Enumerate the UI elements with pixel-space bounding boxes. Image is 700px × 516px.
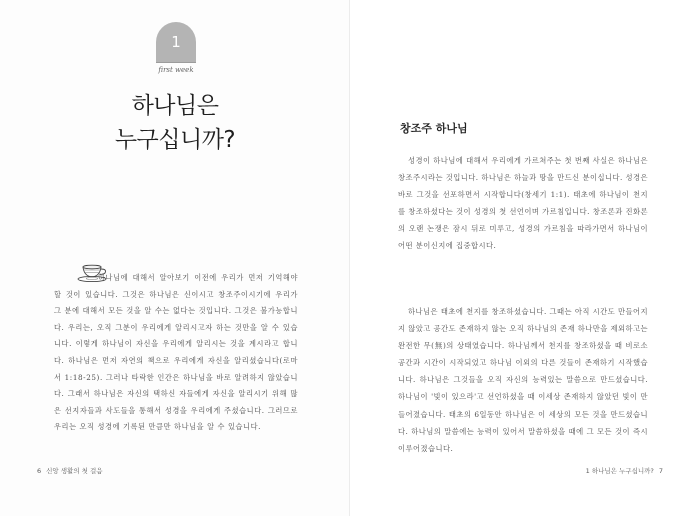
week-number: 1 — [171, 33, 181, 51]
chapter-running-title: 하나님은 누구십니까? — [591, 467, 654, 475]
paragraph: 하나님은 태초에 천지를 창조하셨습니다. 그때는 아직 시간도 만들어지지 않았고 공간도 존재하지 않는 오직 하나님의 존재 하나만을 제외하고는 완전한 무(無)의 상태였습니다. 하나님께서 천지를 창조하셨을 때 비로소 공간과 시간이 시작되었고 하나님 이외의 다른 것들이 존재하기 시작했습니다. 하나님은 그것들을 오직 자신의 능력있는 말씀으로 만드셨습니다. 하나님이 '빛이 있으라'고 선언하셨을 때 이세상 존재하지 않았던 빛이 만들어졌습니다. 태초의 6일동안 하나님은 이 세상의 모든 것을 만드셨습니다. 하나님의 말씀에는 능력이 있어서 말씀하셨을 때에 그 모든 것이 즉시 이루어졌습니다. — [398, 307, 648, 453]
chapter-title-line-1: 하나님은 — [131, 93, 219, 119]
paragraph: 성경이 하나님에 대해서 우리에게 가르쳐주는 첫 번째 사실은 하나님은 창조주시라는 것입니다. 하나님은 하늘과 땅을 만드신 분이십니다. 성경은 바로 그것을 선포하면서 시작합니다(창세기 1:1). 태초에 하나님이 천지를 창조하셨다는 것이 성경의 첫 선언이며 가르침입니다. 창조론과 진화론의 오랜 논쟁은 잠시 뒤로 미루고, 성경의 가르침을 따라가면서 하나님이 어떤 분이신지에 집중합시다. — [398, 156, 648, 251]
week-divider — [156, 62, 196, 63]
left-page-footer — [32, 466, 103, 475]
week-label: first week — [158, 66, 194, 74]
section-heading: 창조주 하나님 — [400, 122, 468, 135]
chapter-number: 1 — [585, 467, 590, 475]
left-page-number: 6 — [37, 467, 42, 475]
week-number-tab — [156, 22, 196, 62]
chapter-title — [60, 89, 290, 157]
intro-paragraph: 하나님에 대해서 알아보기 이전에 우리가 먼저 기억해야 할 것이 있습니다. 그것은 하나님은 신이시고 창조주이시기에 우리가 그 분에 대해서 모든 것을 알 수는 없다는 것입니다. 그것은 불가능합니다. 우리는, 오직 그분이 우리에게 알리시고자 하는 것만을 알 수 있습니다. 이렇게 하나님이 자신을 우리에게 알리시는 것을 계시라고 합니다. 하나님은 먼저 자연의 책으로 우리에게 자신을 알리셨습니다(로마서 1:18-25). 그러나 타락한 인간은 하나님을 바로 알려하지 않았습니다. 그래서 하나님은 자신의 택하신 자들에게 자신을 알리시기 위해 많은 선지자들과 사도들을 통해서 성경을 우리에게 주셨습니다. 그러므로 우리는 오직 성경에 기록된 만큼만 하나님을 알 수 있습니다. — [54, 273, 298, 432]
chapter-title-line-2: 누구십니까? — [114, 127, 236, 153]
book-title: 신앙 생활의 첫 걸음 — [46, 467, 103, 475]
right-page-footer — [586, 466, 668, 475]
right-page-number: 7 — [658, 467, 663, 475]
